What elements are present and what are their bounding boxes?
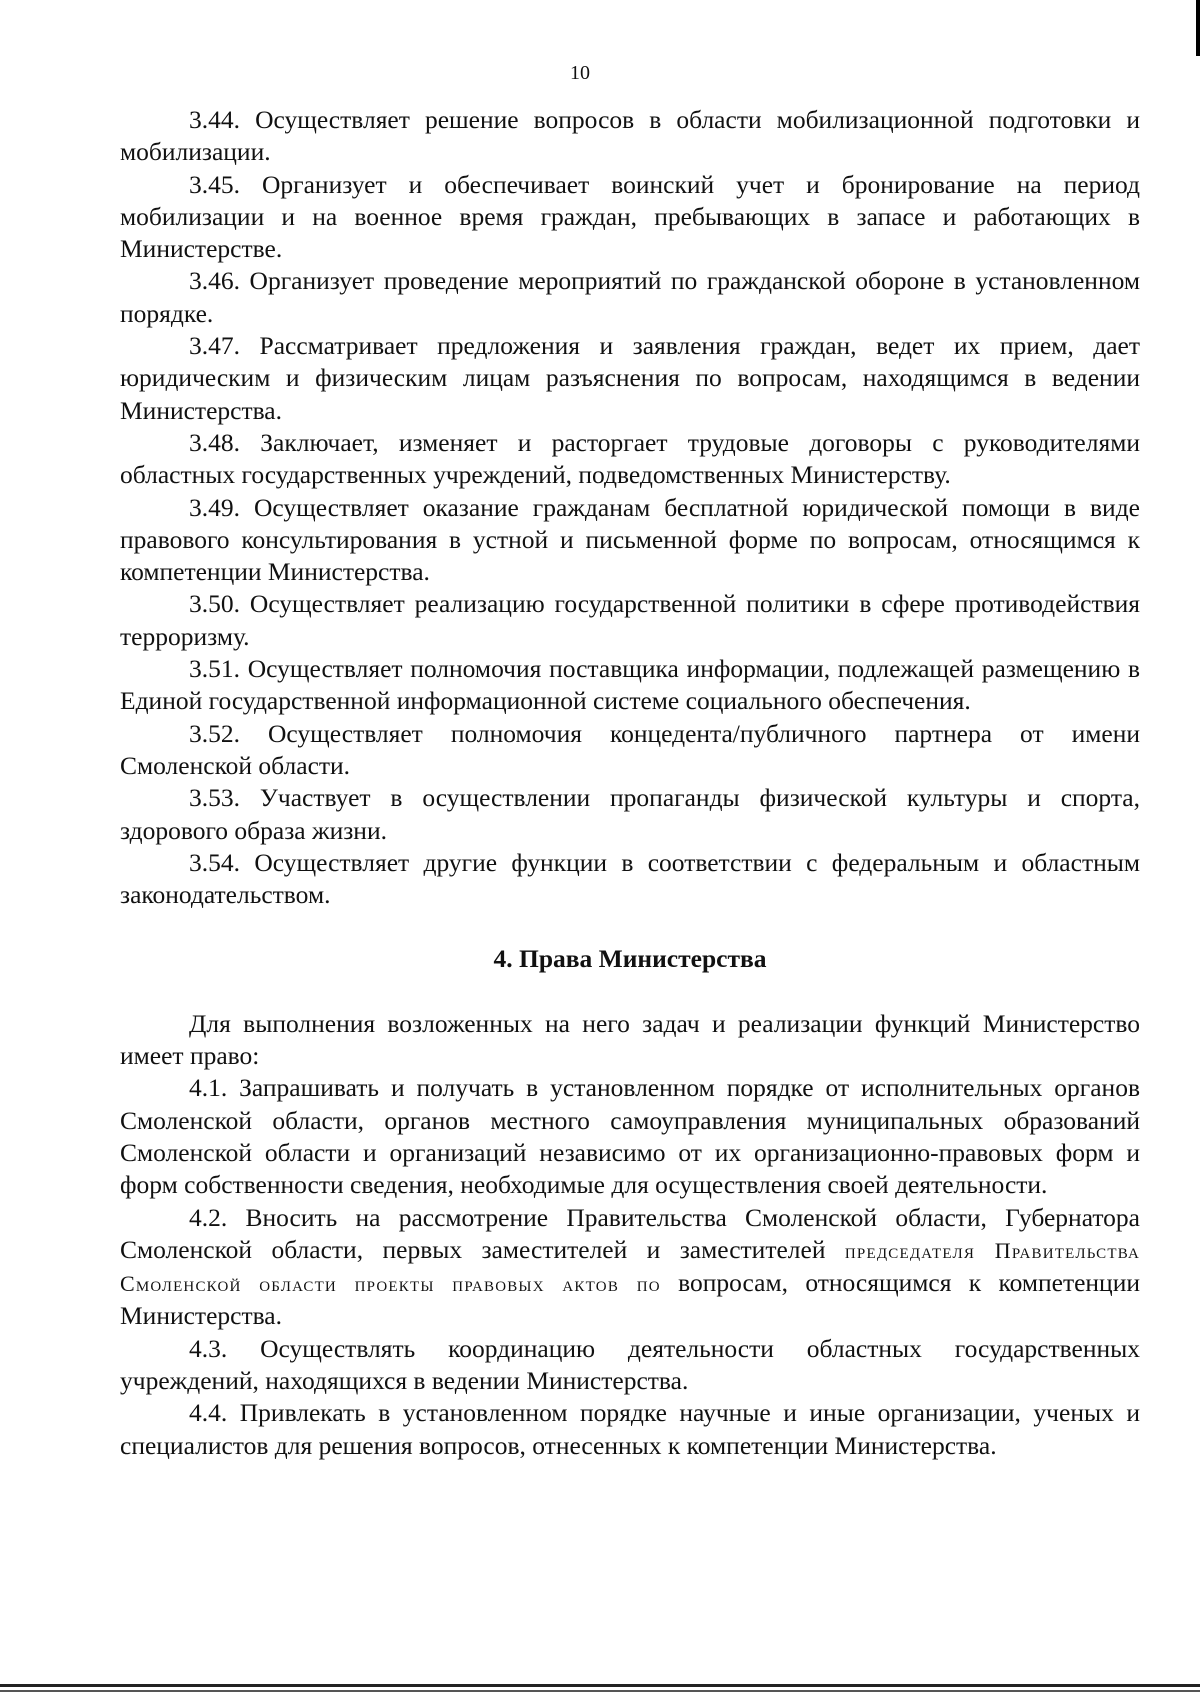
bottom-border-line <box>0 1684 1200 1687</box>
scan-edge-mark <box>1196 0 1200 56</box>
paragraph-3-52: 3.52. Осуществляет полномочия концедента/публичного партнера от имени Смоленской области. <box>120 718 1140 780</box>
paragraph-3-51: 3.51. Осуществляет полномочия поставщика информации, подлежащей размещению в Единой государственной информационной системе социального обеспечения. <box>120 654 1140 716</box>
paragraph-4-2-part3: вопросам, относящимся к компетенции Министерства. <box>120 1268 1141 1331</box>
section-title: 4. Права Министерства <box>493 944 767 974</box>
bottom-border-line-thin <box>0 1690 1200 1692</box>
paragraph-4-2 <box>120 1202 1140 1333</box>
paragraph-4-4: 4.4. Привлекать в установленном порядке научные и иные организации, ученых и специалистов для решения вопросов, отнесенных к компетенции Министерства. <box>120 1398 1140 1460</box>
paragraph-3-46: 3.46. Организует проведение мероприятий по гражданской обороне в установленном порядке. <box>120 266 1140 328</box>
document-body <box>120 104 1140 1462</box>
page-number: 10 <box>570 62 590 84</box>
paragraph-3-47: 3.47. Рассматривает предложения и заявления граждан, ведет их прием, дает юридическим и физическим лицам разъяснения по вопросам, находящимся в ведении Министерства. <box>120 331 1140 425</box>
paragraph-intro: Для выполнения возложенных на него задач и реализации функций Министерство имеет право: <box>120 1008 1140 1071</box>
paragraph-3-48: 3.48. Заключает, изменяет и расторгает трудовые договоры с руководителями областных государственных учреждений, подведомственных Министерству. <box>120 427 1140 490</box>
paragraph-4-2-part2: председателя Правительства Смоленской области проекты правовых актов по <box>120 1237 1140 1297</box>
paragraph-3-44: 3.44. Осуществляет решение вопросов в области мобилизационной подготовки и мобилизации. <box>120 105 1140 167</box>
paragraph-3-45: 3.45. Организует и обеспечивает воинский учет и бронирование на период мобилизации и на военное время граждан, пребывающих в запасе и работающих в Министерстве. <box>120 169 1140 264</box>
paragraph-4-1: 4.1. Запрашивать и получать в установленном порядке от исполнительных органов Смоленской области, органов местного самоуправления муниципальных образований Смоленской области и организаций независимо от их организационно-правовых форм и форм собственности сведения, необходимые для осуществления своей деятельности. <box>120 1073 1140 1200</box>
paragraph-4-2-part1: 4.2. Вносить на рассмотрение Правительства Смоленской области, Губернатора Смоленской области, первых заместителей и заместителей <box>120 1202 1140 1264</box>
paragraph-3-53: 3.53. Участвует в осуществлении пропаганды физической культуры и спорта, здорового образа жизни. <box>120 783 1140 845</box>
paragraph-3-50: 3.50. Осуществляет реализацию государственной политики в сфере противодействия терроризму. <box>120 589 1140 651</box>
paragraph-4-3: 4.3. Осуществлять координацию деятельности областных государственных учреждений, находящихся в ведении Министерства. <box>120 1333 1140 1395</box>
paragraph-3-49: 3.49. Осуществляет оказание гражданам бесплатной юридической помощи в виде правового консультирования в устной и письменной форме по вопросам, относящимся к компетенции Министерства. <box>120 492 1140 587</box>
paragraph-3-54: 3.54. Осуществляет другие функции в соответствии с федеральным и областным законодательством. <box>120 847 1140 910</box>
